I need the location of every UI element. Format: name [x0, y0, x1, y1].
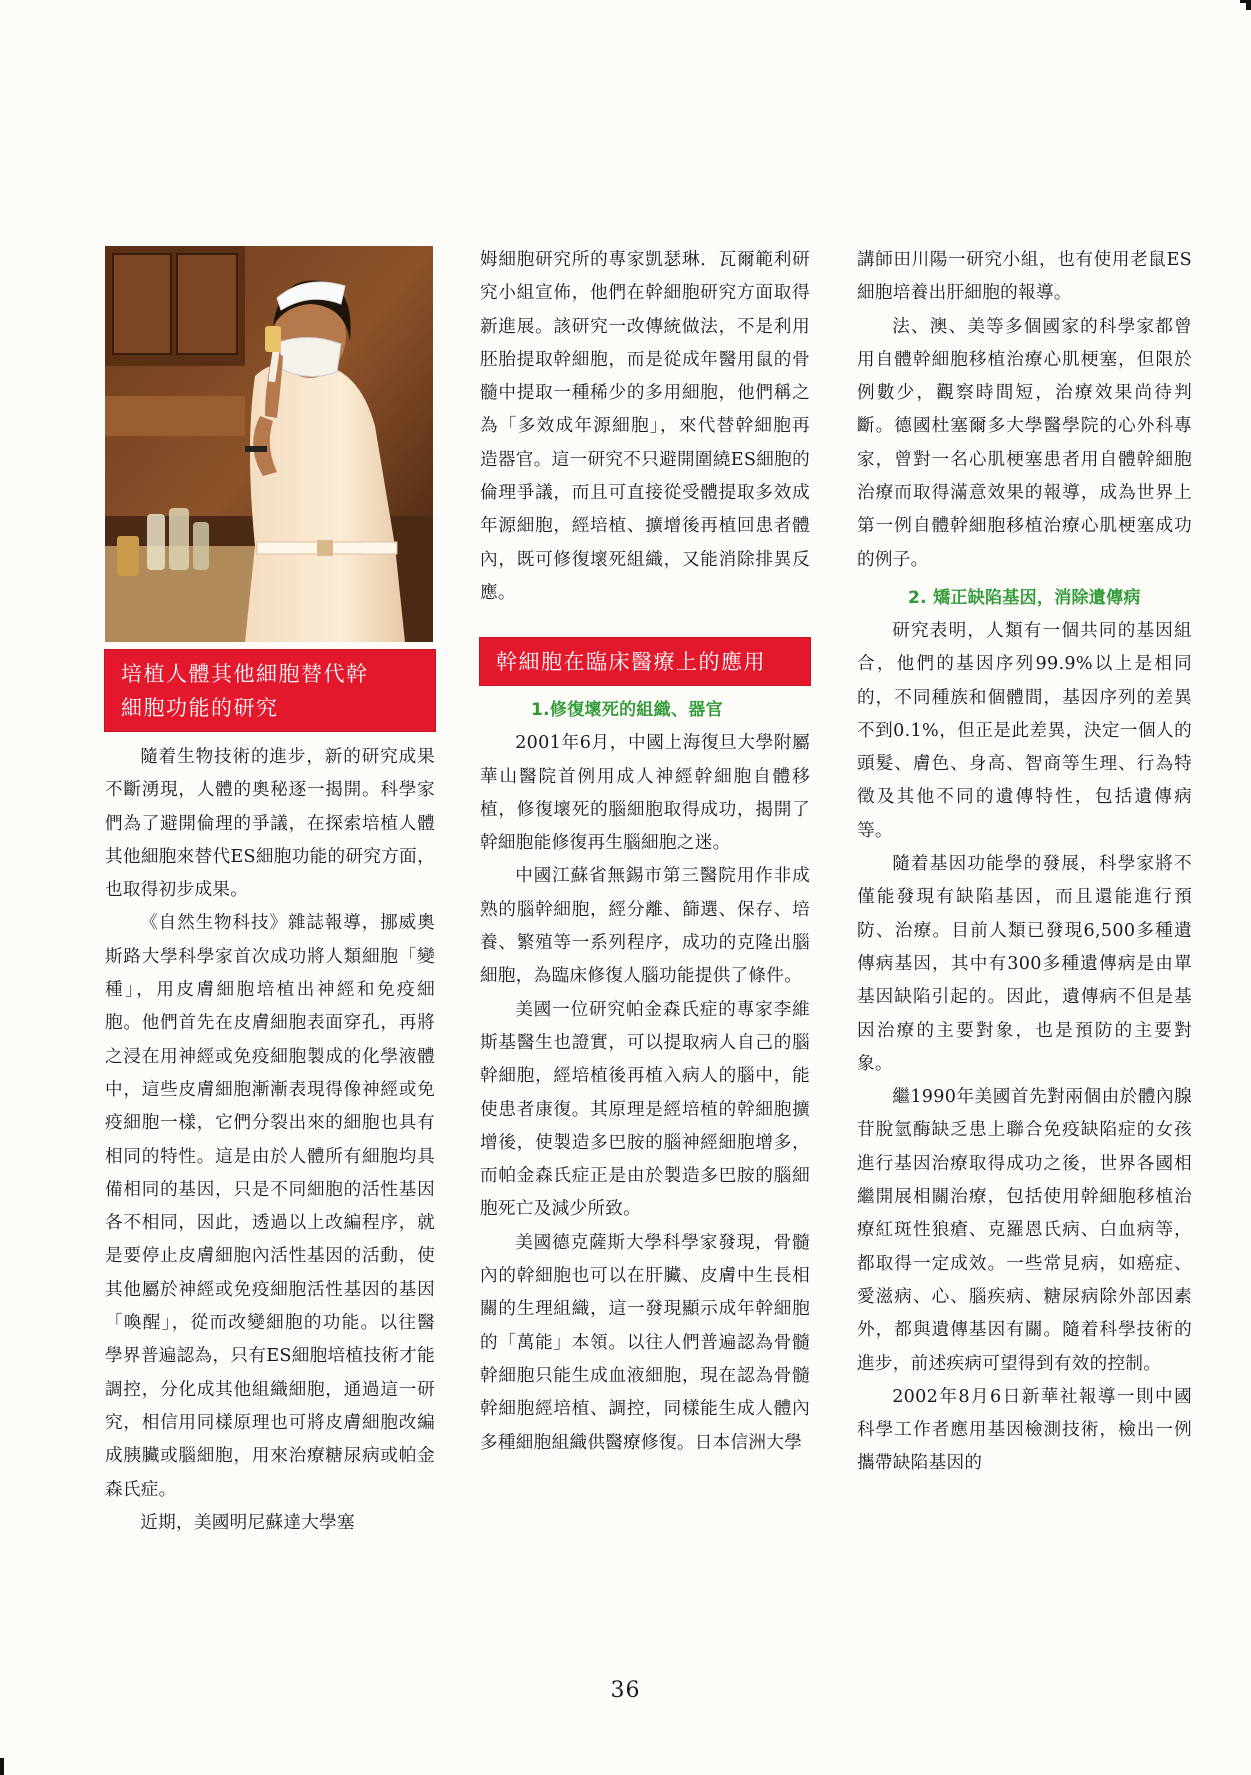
paragraph: 繼1990年美國首先對兩個由於體內腺苷脫氫酶缺乏患上聯合免疫缺陷症的女孩進行基因治療取得成功之後，世界各國相繼開展相關治療，包括使用幹細胞移植治療紅斑性狼瘡、克羅恩氏病、白血病等，都取得一定成效。一些常見病，如癌症、愛滋病、心、腦疾病、糖尿病除外部因素外，都與遺傳基因有關。隨着科學技術的進步，前述疾病可望得到有效的控制。: [857, 1087, 1192, 1374]
paragraph: 美國德克薩斯大學科學家發現，骨髓內的幹細胞也可以在肝臟、皮膚中生長相關的生理組織，這一發現顯示成年幹細胞的「萬能」本領。以往人們普遍認為骨髓幹細胞只能生成血液細胞，現在認為骨髓幹細胞經培植、調控，同樣能生成人體內多種細胞組織供醫療修復。日本信洲大學: [480, 1232, 810, 1453]
scan-mark: [1246, 0, 1251, 10]
paragraph: 2002年8月6日新華社報導一則中國科學工作者應用基因檢測技術，檢出一例攜帶缺陷基因的: [857, 1386, 1192, 1474]
paragraph: 法、澳、美等多個國家的科學家都曾用自體幹細胞移植治療心肌梗塞，但限於例數少，觀察時間短，治療效果尚待判斷。德國杜塞爾多大學醫學院的心外科專家，曾對一名心肌梗塞患者用自體幹細胞治療而取得滿意效果的報導，成為世界上第一例自體幹細胞移植治療心肌梗塞成功的例子。: [857, 316, 1192, 570]
section-banner-clinical: 幹細胞在臨床醫療上的應用: [480, 638, 810, 685]
paragraph: 《自然生物科技》雜誌報導，挪威奧斯路大學科學家首次成功將人類細胞「變種」，用皮膚細胞培植出神經和免疫細胞。他們首先在皮膚細胞表面穿孔，再將之浸在用神經或免疫細胞製成的化學液體中，這些皮膚細胞漸漸表現得像神經或免疫細胞一樣，它們分裂出來的細胞也具有相同的特性。這是由於人體所有細胞均具備相同的基因，只是不同細胞的活性基因各不相同，因此，透過以上改編程序，就是要停止皮膚細胞內活性基因的活動，使其他屬於神經或免疫細胞活性基因的基因「喚醒」，從而改變細胞的功能。以往醫學界普遍認為，只有ES細胞培植技術才能調控，分化成其他組織細胞，通過這一研究，相信用同樣原理也可將皮膚細胞改編成胰臟或腦細胞，用來治療糖尿病或帕金森氏症。: [105, 913, 435, 1500]
section-banner-cell-culture: [105, 650, 435, 731]
subheading-genes: 2. 矯正缺陷基因，消除遺傳病: [908, 587, 1141, 608]
paragraph: 中國江蘇省無錫市第三醫院用作非成熟的腦幹細胞，經分離、篩選、保存、培養、繁殖等一系列程序，成功的克隆出腦細胞，為臨床修復人腦功能提供了條件。: [480, 866, 810, 987]
column-middle: [480, 244, 810, 1460]
paragraph: 近期，美國明尼蘇達大學塞: [140, 1512, 355, 1533]
paragraph-continued: 講師田川陽一研究小組，也有使用老鼠ES細胞培養出肝細胞的報導。: [857, 250, 1192, 304]
scan-mark: [0, 1758, 4, 1775]
page-number: 36: [610, 1678, 641, 1703]
paragraph: 隨着生物技術的進步，新的研究成果不斷湧現，人體的奧秘逐一揭開。科學家們為了避開倫理的爭議，在探索培植人體其他細胞來替代ES細胞功能的研究方面，也取得初步成果。: [105, 747, 435, 901]
paragraph: 隨着基因功能學的發展，科學家將不僅能發現有缺陷基因，而且還能進行預防、治療。目前人類已發現6,500多種遺傳病基因，其中有300多種遺傳病是由單基因缺陷引起的。因此，遺傳病不但是基因治療的主要對象，也是預防的主要對象。: [857, 854, 1192, 1074]
subheading-repair: 1.修復壞死的組織、器官: [531, 700, 723, 721]
paragraph-continued: 姆細胞研究所的專家凱瑟琳．瓦爾範利研究小組宣佈，他們在幹細胞研究方面取得新進展。該研究一改傳統做法，不是利用胚胎提取幹細胞，而是從成年醫用鼠的骨髓中提取一種稀少的多用細胞，他們稱之為「多效成年源細胞」，來代替幹細胞再造器官。這一研究不只避開圍繞ES細胞的倫理爭議，而且可直接從受體提取多效成年源細胞，經培植、擴增後再植回患者體內，既可修復壞死組織，又能消除排異反應。: [480, 250, 810, 603]
banner-line-1: 培植人體其他細胞替代幹: [121, 662, 369, 686]
column-left: [105, 244, 435, 1540]
paragraph: 美國一位研究帕金森氏症的專家李維斯基醫生也證實，可以提取病人自己的腦幹細胞，經培植後再植入病人的腦中，能使患者康復。其原理是經培植的幹細胞擴增後，使製造多巴胺的腦神經細胞增多，而帕金森氏症正是由於製造多巴胺的腦細胞死亡及減少所致。: [480, 999, 810, 1220]
paragraph: 2001年6月，中國上海復旦大學附屬華山醫院首例用成人神經幹細胞自體移植，修復壞死的腦細胞取得成功，揭開了幹細胞能修復再生腦細胞之迷。: [480, 733, 810, 854]
paragraph: 研究表明，人類有一個共同的基因組合，他們的基因序列99.9%以上是相同的，不同種族和個體間，基因序列的差異不到0.1%，但正是此差異，決定一個人的頭髮、膚色、身高、智商等生理、行為特徵及其他不同的遺傳特性，包括遺傳病等。: [857, 620, 1192, 841]
column-right: [857, 244, 1192, 1481]
banner-line-2: 細胞功能的研究: [121, 696, 279, 720]
